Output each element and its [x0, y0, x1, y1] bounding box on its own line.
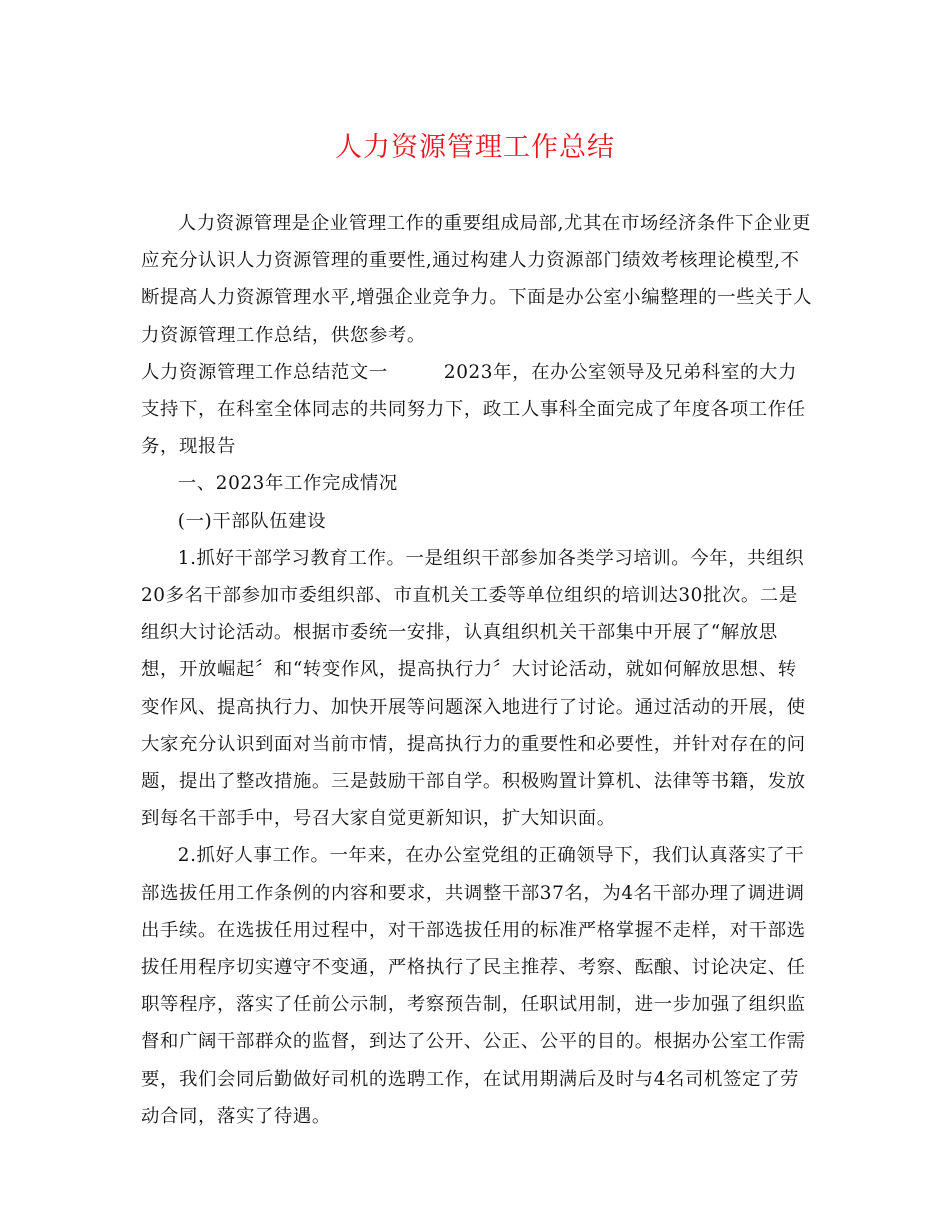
item-paragraph-2: 2.抓好人事工作。一年来，在办公室党组的正确领导下，我们认真落实了干部选拔任用工作条例的内容和要求，共调整干部37名，为4名干部办理了调进调出手续。在选拔任用过程中，对干部选拔任用的标准严格掌握不走样，对干部选拔任用程序切实遵守不变通，严格执行了民主推荐、考察、酝酿、讨论决定、任职等程序，落实了任前公示制，考察预告制，任职试用制，进一步加强了组织监督和广阔干部群众的监督，到达了公开、公正、公平的目的。根据办公室工作需要，我们会同后勤做好司机的选聘工作，在试用期满后及时与4名司机签定了劳动合同，落实了待遇。: [141, 845, 806, 1127]
subsection-heading: (一)干部队伍建设: [177, 510, 327, 532]
item-paragraph-1: 1.抓好干部学习教育工作。一是组织干部参加各类学习培训。今年，共组织20多名干部参加市委组织部、市直机关工委等单位组织的培训达30批次。二是组织大讨论活动。根据市委统一安排，认真组织机关干部集中开展了“解放思想，开放崛起〞和“转变作风，提高执行力〞大讨论活动，就如何解放思想、转变作风、提高执行力、加快开展等问题深入地进行了讨论。通过活动的开展，使大家充分认识到面对当前市情，提高执行力的重要性和必要性，并针对存在的问题，提出了整改措施。三是鼓励干部自学。积极购置计算机、法律等书籍，发放到每名干部手中，号召大家自觉更新知识，扩大知识面。: [141, 547, 806, 830]
sample-heading: 人力资源管理工作总结范文一: [141, 361, 388, 383]
intro-paragraph: 人力资源管理是企业管理工作的重要组成局部,尤其在市场经济条件下企业更应充分认识人力资源管理的重要性,通过构建人力资源部门绩效考核理论模型,不断提高人力资源管理水平,增强企业竞争力。下面是办公室小编整理的一些关于人力资源管理工作总结，供您参考。: [141, 213, 813, 346]
document-title: 人力资源管理工作总结: [335, 132, 615, 163]
section-heading: 一、2023年工作完成情况: [177, 473, 398, 495]
sample-paragraph: [141, 354, 813, 466]
document-body: [141, 205, 813, 1135]
sample-opening: 2023年，在办公室领导及兄弟科室的大力支持下，在科室全体同志的共同努力下，政工人事科全面完成了年度各项工作任务，现报告: [141, 361, 806, 458]
